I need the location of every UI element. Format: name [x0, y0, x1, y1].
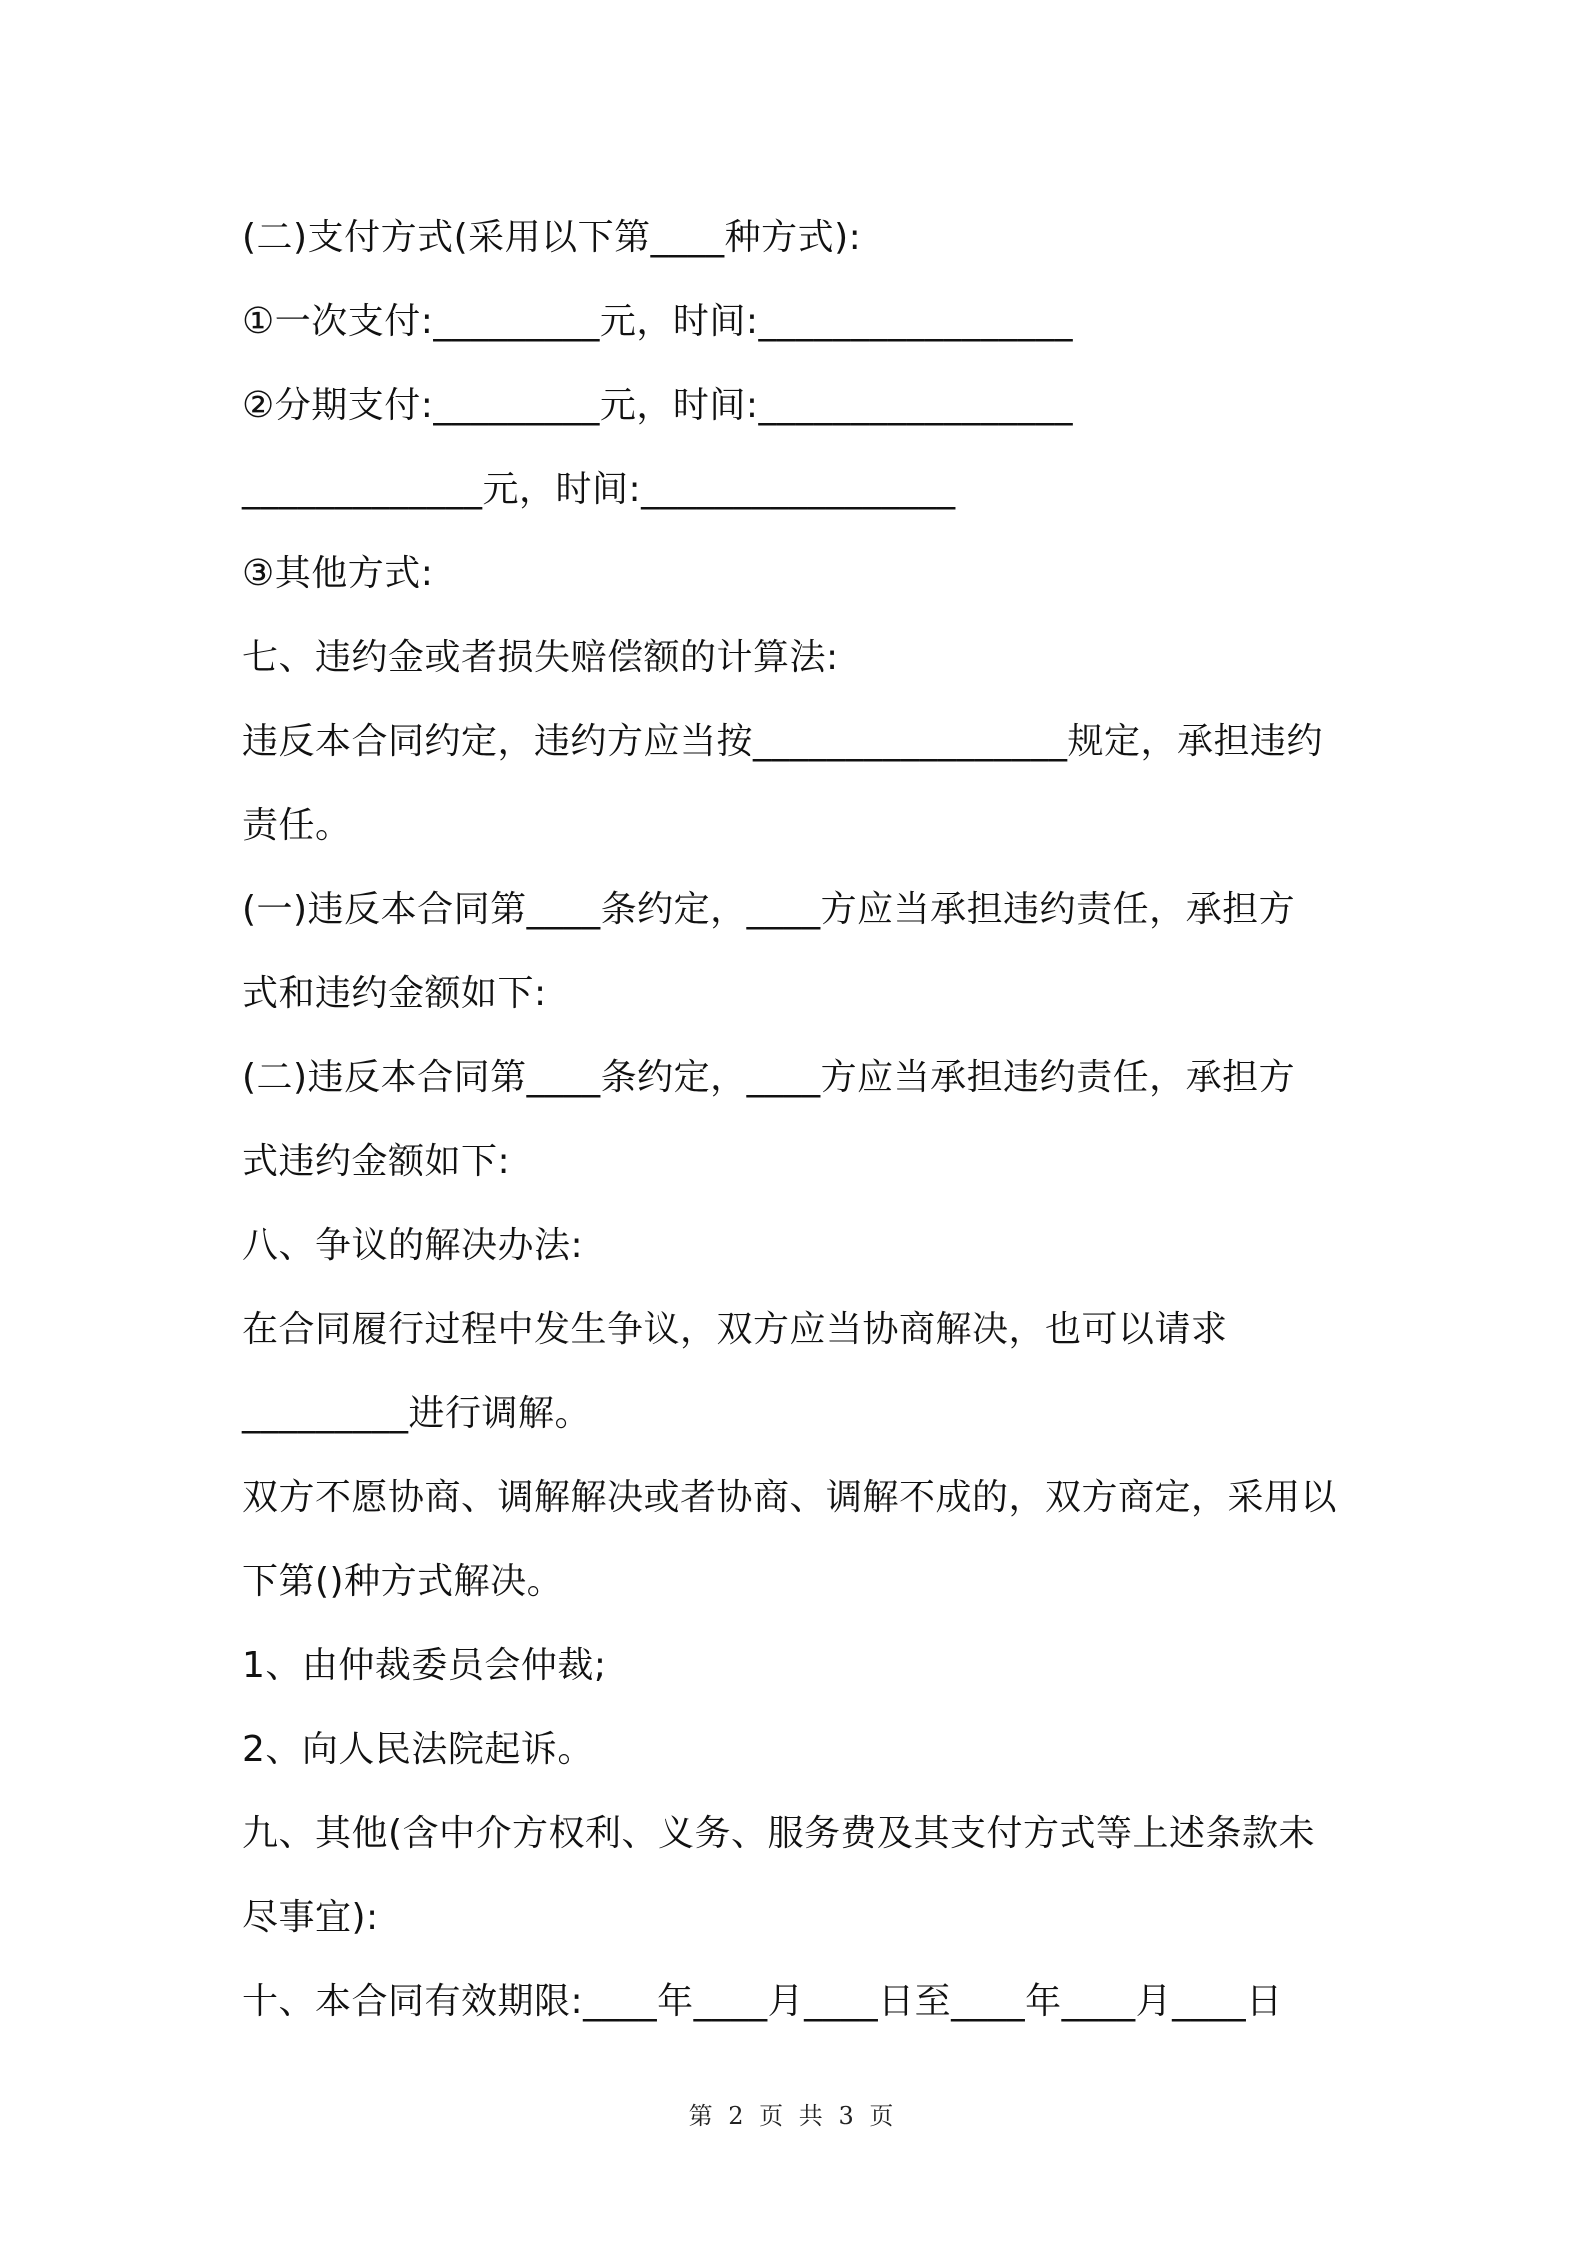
- section-8-paragraph-line-2: _________进行调解。: [242, 1393, 592, 1434]
- breach-clause-1-line-2: 式和违约金额如下:: [242, 973, 547, 1014]
- breach-clause-1-line-1: (一)违反本合同第____条约定，____方应当承担违约责任，承担方: [242, 889, 1296, 930]
- breach-clause-2-line-1: (二)违反本合同第____条约定，____方应当承担违约责任，承担方: [242, 1057, 1296, 1098]
- section-7-paragraph-line-1: 违反本合同约定，违约方应当按_________________规定，承担违约: [242, 721, 1324, 762]
- section-8-paragraph-2-line-2: 下第()种方式解决。: [242, 1561, 564, 1602]
- payment-option-installment-continued: _____________元，时间:_________________: [242, 469, 956, 510]
- breach-clause-2-line-2: 式违约金额如下:: [242, 1141, 511, 1182]
- document-body: [242, 196, 1362, 2044]
- section-7-heading: 七、违约金或者损失赔偿额的计算法:: [242, 637, 839, 678]
- payment-option-installment: ②分期支付:_________元，时间:_________________: [242, 385, 1074, 426]
- section-8-paragraph-line-1: 在合同履行过程中发生争议，双方应当协商解决，也可以请求: [242, 1309, 1228, 1350]
- page-footer: 第 2 页 共 3 页: [688, 2102, 898, 2130]
- payment-method-heading: (二)支付方式(采用以下第____种方式):: [242, 217, 862, 258]
- section-8-paragraph-2-line-1: 双方不愿协商、调解解决或者协商、调解不成的，双方商定，采用以: [242, 1477, 1338, 1518]
- section-10-validity-period: 十、本合同有效期限:____年____月____日至____年____月____日: [242, 1981, 1283, 2022]
- section-9-heading-line-2: 尽事宜):: [242, 1897, 379, 1938]
- dispute-option-litigation: 2、向人民法院起诉。: [242, 1729, 594, 1770]
- section-8-heading: 八、争议的解决办法:: [242, 1225, 584, 1266]
- payment-option-lump-sum: ①一次支付:_________元，时间:_________________: [242, 301, 1074, 342]
- payment-option-other: ③其他方式:: [242, 553, 434, 594]
- dispute-option-arbitration: 1、由仲裁委员会仲裁;: [242, 1645, 607, 1686]
- section-9-heading-line-1: 九、其他(含中介方权利、义务、服务费及其支付方式等上述条款未: [242, 1813, 1316, 1854]
- section-7-paragraph-line-2: 责任。: [242, 805, 352, 846]
